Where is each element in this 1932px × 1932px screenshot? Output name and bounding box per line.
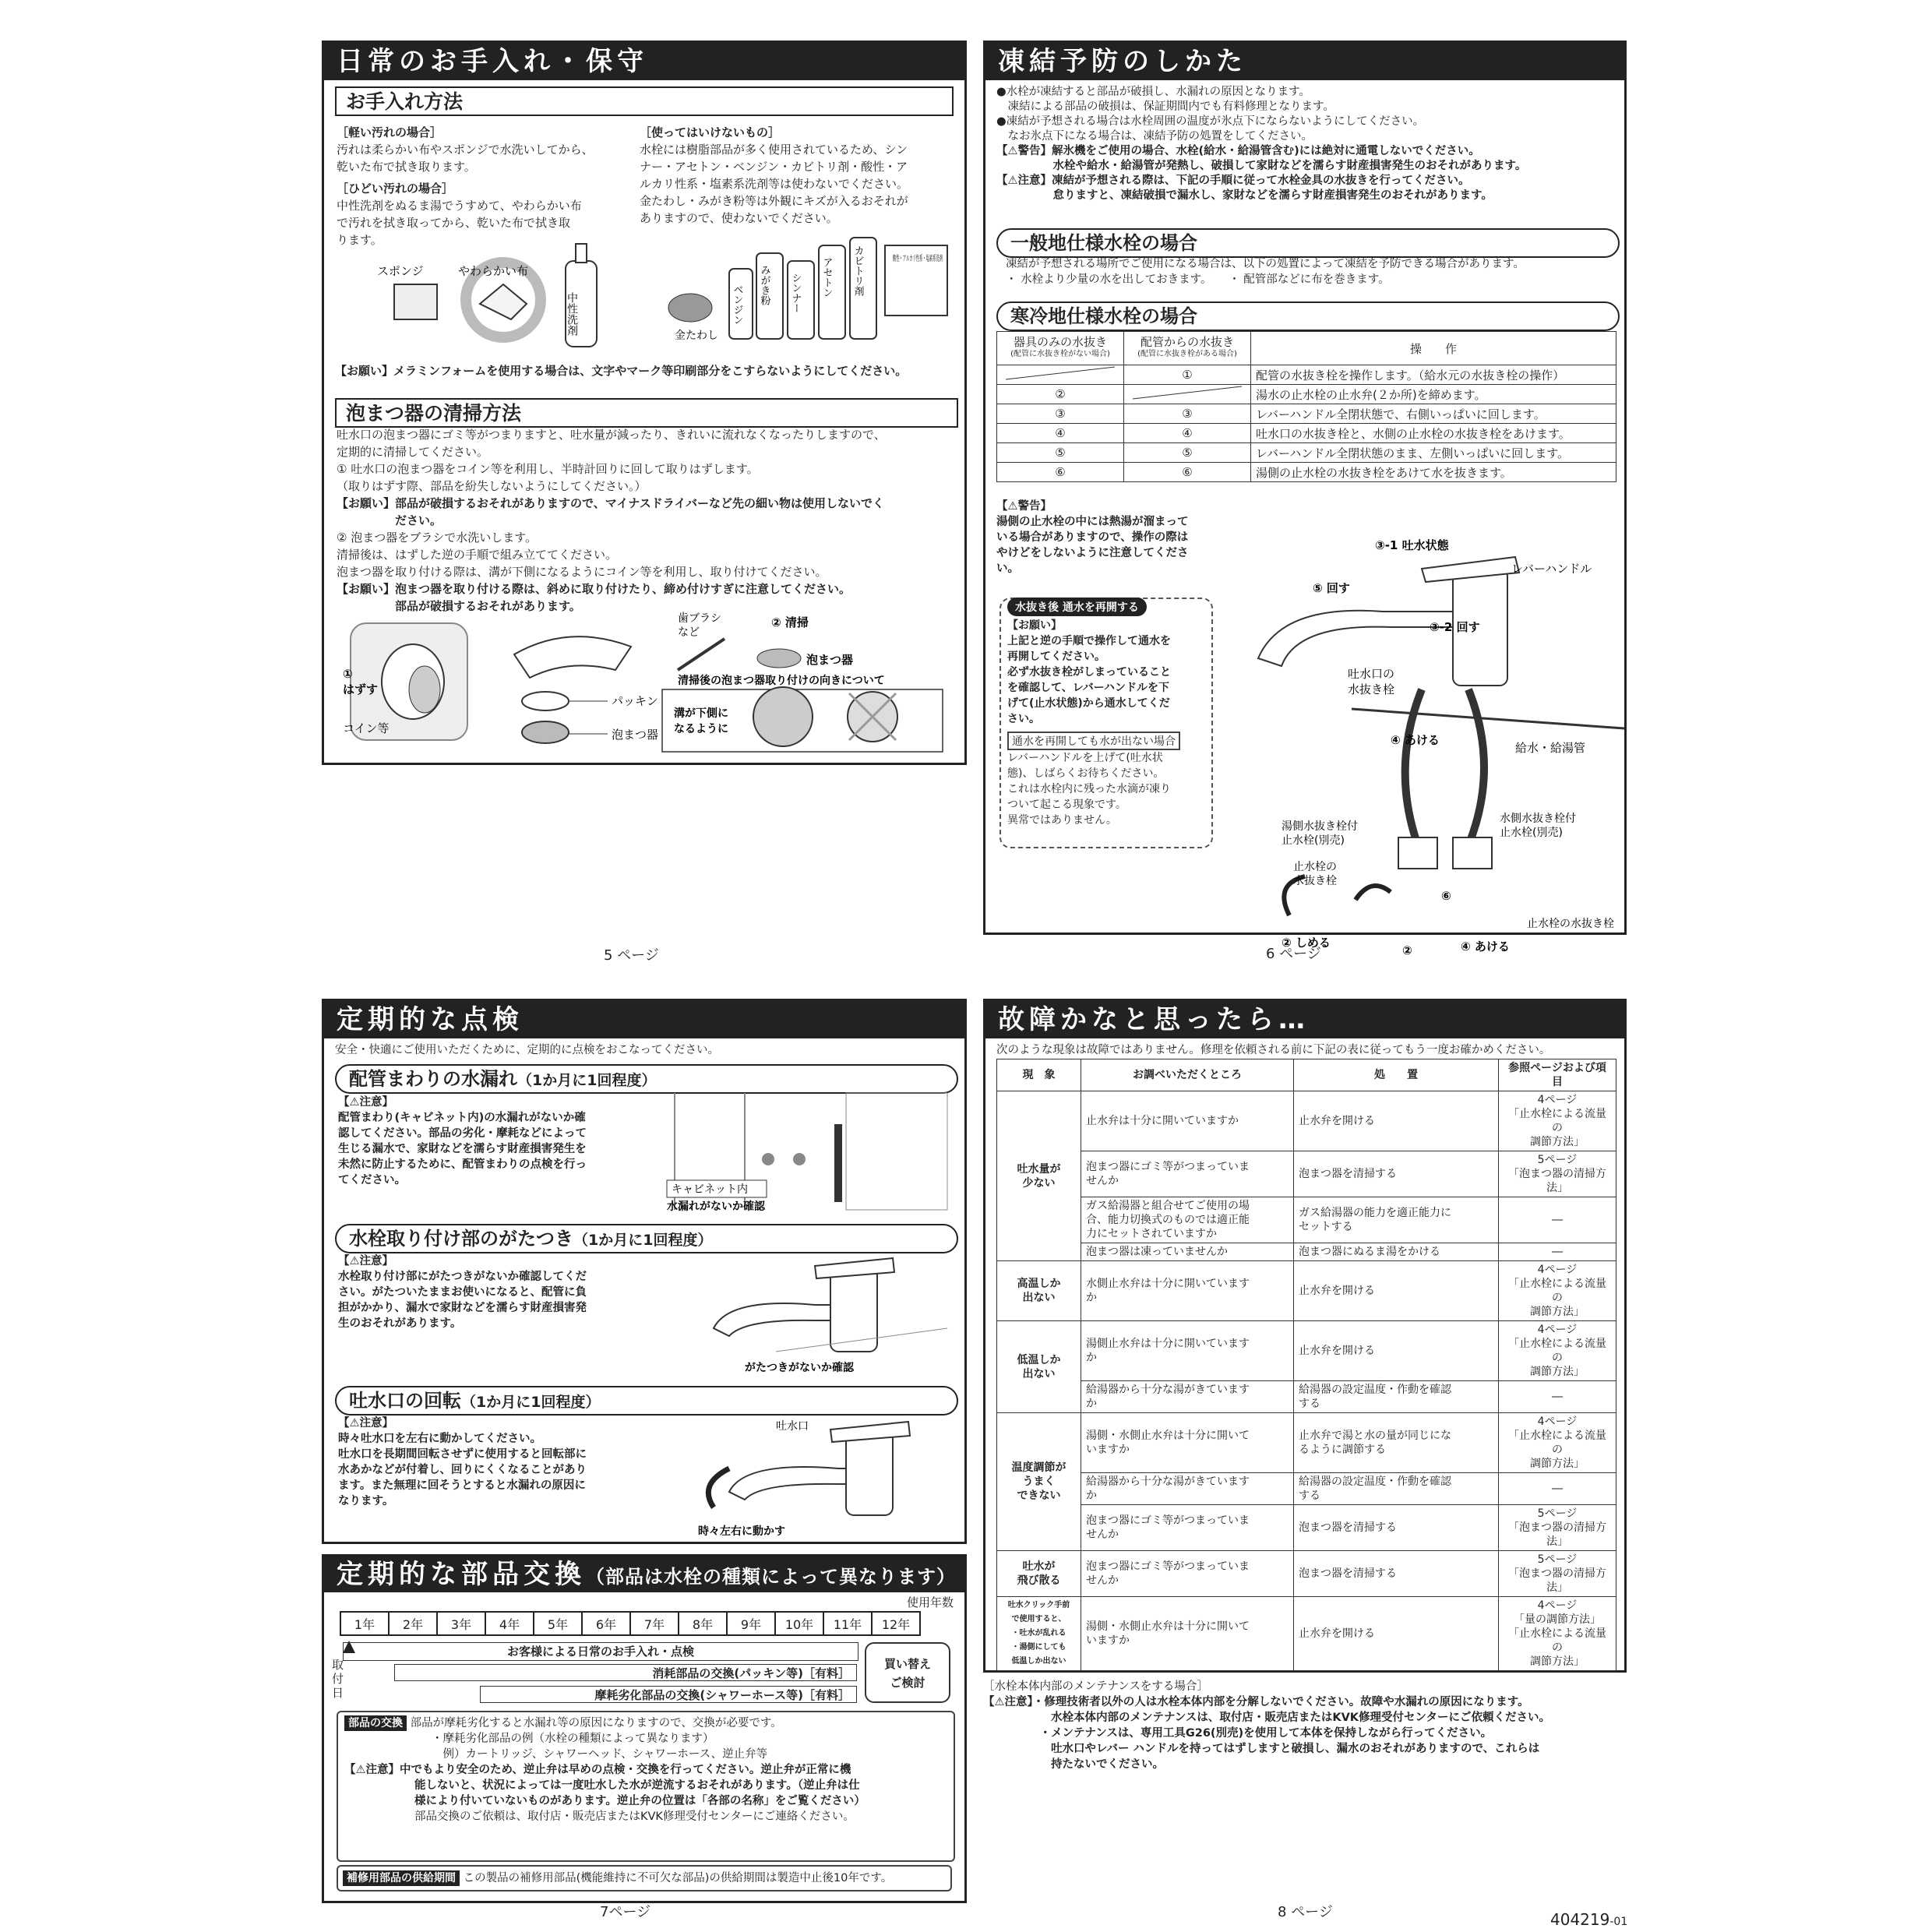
light-dirt-heading: ［軽い汚れの場合］ xyxy=(337,125,442,139)
page-7-panel xyxy=(322,999,967,1544)
hot-valve-icon xyxy=(1398,837,1437,869)
check-cell: 給湯器から十分な湯がきています か xyxy=(1081,1473,1294,1505)
svg-text:④ あける: ④ あける xyxy=(1461,940,1510,954)
do-not-use-heading: ［使ってはいけないもの］ xyxy=(640,125,781,139)
action-cell: 止水弁を開ける xyxy=(1294,1091,1499,1151)
trouble-row xyxy=(997,1597,1616,1671)
cold-supply-pipe xyxy=(1468,689,1484,845)
spout-rotation-illustration xyxy=(682,1414,955,1539)
benzine-label: ベンジン xyxy=(731,284,743,325)
hot-water-warning: 【⚠警告】 湯側の止水栓の中には熱湯が溜まって いる場合がありますので、操作の際は やけどをしないように注意してくださ い。 xyxy=(996,500,1189,575)
svg-text:水抜き栓: 水抜き栓 xyxy=(1348,682,1395,696)
svg-text:はずす: はずす xyxy=(343,682,379,696)
caution-drain: 【⚠注意】凍結が予想される際は、下記の手順に従って水栓金具の水抜きを行ってください。 xyxy=(996,175,1470,187)
reference-cell: ― xyxy=(1499,1243,1616,1261)
packing-label: パッキン xyxy=(612,694,658,708)
svg-text:なるように: なるように xyxy=(674,723,728,735)
trouble-row xyxy=(997,1551,1616,1597)
clean-label: ② 清掃 xyxy=(771,615,809,629)
svg-text:④ あける: ④ あける xyxy=(1391,733,1440,747)
symptom-cell: 吐水量が 少ない xyxy=(997,1091,1081,1261)
remove-label: ① xyxy=(343,667,353,681)
parts-exchange-tag: 部品の交換 xyxy=(344,1715,407,1731)
mount-check-illustration xyxy=(698,1250,955,1375)
svg-text:② しめる: ② しめる xyxy=(1282,936,1331,950)
freeze-intro: ●水栓が凍結すると部品が破損し、水漏れの原因となります。 凍結による部品の破損は、保証期間内でも有料修理となります。 ●凍結が予想される場合は水栓周囲の温度が氷点下にならないようにしてください。 なお氷点下になる場合は、凍結予防の処置をしてください。 【⚠警告】解氷機をご使用の場合、水栓(給水・給湯管含む)には絶対に通電しないでください。 水栓や給水・給湯管が発熱し、破損して家財などを濡らす財産損害発生のおそれがあります。 【⚠注意】凍結が予想される際は、下記の手順に従って水栓金具の水抜きを行ってください。 怠りますと、凍結破損で漏水し、家財などを濡らす財産損害発生のおそれがあります。 xyxy=(996,85,1620,203)
aerator-cleaning-heading: 泡まつ器の清掃方法 xyxy=(335,398,958,428)
action-cell: 泡まつ器を清掃する xyxy=(1294,1551,1499,1597)
page-5-number: 5 ページ xyxy=(604,947,659,964)
symptom-cell: 吐水が 飛び散る xyxy=(997,1551,1081,1597)
trouble-row xyxy=(997,1413,1616,1473)
rotate-arrow-icon xyxy=(708,1468,729,1507)
action-cell: 泡まつ器を清掃する xyxy=(1294,1505,1499,1551)
reference-cell: 4ページ 「止水栓による流量の 調節方法」 xyxy=(1499,1321,1616,1381)
sponge-label: スポンジ xyxy=(377,264,424,278)
check-cell: 湯側・水側止水弁は十分に開いて いますか xyxy=(1081,1597,1294,1671)
internal-maintenance-note: ［水栓本体内部のメンテナンスをする場合］ 【⚠注意】・修理技術者以外の人は水栓本体内部を分解しないでください。故障や水漏れの原因になります。 水栓本体内部のメンテナンスは、取付店・販売店またはKVK修理受付センターにご依頼ください。 ・メンテナンスは、専用工具G26(別売)を使用して本体を保持しながら行ってください。 吐水口やレバー ハンドルを持ってはずしますと破損し、漏水のおそれがありますので、これらは 持たないでください。 xyxy=(983,1680,1550,1771)
general-spec-heading: 一般地仕様水栓の場合 xyxy=(996,228,1620,258)
aerator-part-icon xyxy=(522,721,569,743)
drain-procedure-table: 器具のみの水抜き (配管に水抜き栓がない場合) 配管からの水抜き (配管に水抜き栓がある場合) 操 作 ① 配管の水抜き栓を操作します。（給水元の水抜き栓の操作） ② 湯水の止水栓の止水弁(２か所)を締めます。 ③ ③ レバーハンドル全閉状態で、右側いっぱいに回します。 ④ ④ 吐水口の水抜き栓と、水側の止水栓の水抜き栓をあけます。 ⑤ ⑤ レバーハンドル全閉状態のまま、左側いっぱいに回します。 ⑥ ⑥ 湯側の止水栓の水抜き栓をあけて水を抜きます。 xyxy=(996,331,1616,482)
steel-wool-icon xyxy=(668,294,712,322)
ok-cleaning-items-illustration xyxy=(377,238,636,354)
reference-cell: 4ページ 「量の調節方法」 「止水栓による流量の 調節方法」 xyxy=(1499,1597,1616,1671)
parts-exchange-box: 部品の交換 部品が摩耗劣化すると水漏れ等の原因になりますので、交換が必要です。 ・摩耗劣化部品の例（水栓の種類によって異なります） 例）カートリッジ、シャワーヘッド、シャワーホース、逆止弁等 【⚠注意】中でもより安全のため、逆止弁は早めの点検・交換を行ってください。逆止弁が正常に機 能しないと、状況によっては一度吐水した水が逆流するおそれがあります。（逆止弁は仕 様により付いていないものがあります。逆止弁の位置は「各部の名称」をご覧ください） 部品交換のご依頼は、取付店・販売店またはKVK修理受付センターにご連絡ください。 xyxy=(337,1711,955,1862)
detergent-label: 中性洗剤 xyxy=(566,292,578,336)
svg-text:泡まつ器: 泡まつ器 xyxy=(806,653,854,667)
install-date-label: 取 付 日 xyxy=(332,1658,344,1700)
action-cell: 泡まつ器を清掃する xyxy=(1294,1151,1499,1197)
trouble-row xyxy=(997,1151,1616,1197)
page-5-panel xyxy=(322,41,1010,765)
trouble-row xyxy=(997,1197,1616,1243)
svg-text:時々左右に動かす: 時々左右に動かす xyxy=(698,1525,785,1538)
consumable-bar: 消耗部品の交換(パッキン等)［有料］ xyxy=(394,1664,857,1681)
replacement-box: 買い替え ご検討 xyxy=(865,1642,950,1703)
svg-text:溝が下側に: 溝が下側に xyxy=(674,707,728,720)
years-scale: 1年 2年 3年 4年 5年 6年 7年 8年 9年 10年 11年 12年 xyxy=(340,1611,921,1636)
worn-parts-bar: 摩耗劣化部品の交換(シャワーホース等)［有料］ xyxy=(480,1686,857,1703)
check-cell: 泡まつ器にゴミ等がつまっていま せんか xyxy=(1081,1551,1294,1597)
cold-spec-heading: 寒冷地仕様水栓の場合 xyxy=(996,301,1620,331)
check-cell: 湯側・水側止水弁は十分に開いて いますか xyxy=(1081,1413,1294,1473)
svg-text:歯ブラシ: 歯ブラシ xyxy=(678,612,721,625)
action-cell: ガス給湯器の能力を適正能力に セットする xyxy=(1294,1197,1499,1243)
svg-text:止水栓の水抜き栓: 止水栓の水抜き栓 xyxy=(1527,918,1614,930)
page-6-number: 6 ページ xyxy=(1266,946,1321,962)
symptom-cell: 高温しか 出ない xyxy=(997,1261,1081,1321)
trouble-row xyxy=(997,1473,1616,1505)
orientation-title: 清掃後の泡まつ器取り付けの向きについて xyxy=(678,675,885,687)
turn-arrow-icon xyxy=(1356,886,1391,900)
care-left-text: ［軽い汚れの場合］ 汚れは柔らかい布やスポンジで水洗いしてから、 乾いた布で拭き取ります。 ［ひどい汚れの場合］ 中性洗剤をぬるま湯でうすめて、やわらかい布 で汚れを拭き取ってから、乾いた布で拭き取 ります。 xyxy=(337,124,633,249)
trouble-row xyxy=(997,1243,1616,1261)
svg-text:水抜き栓: 水抜き栓 xyxy=(1293,875,1337,887)
troubleshooting-table: 現 象 お調べいただくところ 処 置 参照ページおよび項目 吐水量が 少ない 止水弁は十分に開いていますか 止水弁を開ける 4ページ 「止水栓による流量の 調節方法」 泡まつ器にゴミ等がつまっていま せんか 泡まつ器を清掃する 5ページ 「泡まつ器の清掃方法」 ガス給湯器と組合せてご使用の場 合、能力切換式のものでは適正能 力にセットされていますか ガス給湯器の能力を適正能力に セットする ― 泡まつ器は凍っていませんか 泡まつ器にぬるま湯をかける ― 高温しか 出ない 水側止水弁は十分に開いています か 止水弁を開ける 4ページ 「止水栓による流量の 調節方法」 低温しか 出ない 湯側止水弁は十分に開いています か 止水弁を開ける 4ページ 「止水栓による流量の 調節方法」 給湯器から十分な湯がきています か 給湯器の設定温度・作動を確認 する ― 温度調節が うまく できない 湯側・水側止水弁は十分に開いて いますか 止水弁で湯と水の量が同じにな るように調節する 4ページ 「止水栓による流量の 調節方法」 給湯器から十分な湯がきています か 給湯器の設定温度・作動を確認 する ― 泡まつ器にゴミ等がつまっていま せんか 泡まつ器を清掃する 5ページ 「泡まつ器の清掃方法」 吐水が 飛び散る 泡まつ器にゴミ等がつまっていま せんか 泡まつ器を清掃する 5ページ 「泡まつ器の清掃方法」 吐水クリック手前 で使用すると、 ・吐水が乱れる ・湯側にしても 低温しか出ない 湯側・水側止水弁は十分に開いて いますか 止水弁を開ける 4ページ 「量の調節方法」 「止水栓による流量の 調節方法」 xyxy=(996,1059,1616,1671)
heavy-dirt-heading: ［ひどい汚れの場合］ xyxy=(337,182,454,196)
reference-cell: 4ページ 「止水栓による流量の 調節方法」 xyxy=(1499,1413,1616,1473)
packing-icon xyxy=(522,692,569,710)
trouble-row xyxy=(997,1505,1616,1551)
steel-wool-label: 金たわし xyxy=(675,330,718,342)
symptom-cell: 低温しか 出ない xyxy=(997,1321,1081,1413)
page-8-number: 8 ページ xyxy=(1278,1904,1333,1920)
check-cell: 止水弁は十分に開いていますか xyxy=(1081,1091,1294,1151)
page-7-number: 7ページ xyxy=(600,1904,651,1920)
cloth-icon xyxy=(480,284,527,319)
cabinet-pipe-illustration xyxy=(651,1093,955,1211)
warning-thaw: 【⚠警告】解氷機をご使用の場合、水栓(給水・給湯管含む)には絶対に通電しないでください。 xyxy=(996,145,1480,157)
page-5-title: 日常のお手入れ・保守 xyxy=(324,43,964,80)
years-label: 使用年数 xyxy=(906,1595,954,1609)
check-cell: 泡まつ器にゴミ等がつまっていま せんか xyxy=(1081,1151,1294,1197)
action-cell: 給湯器の設定温度・作動を確認 する xyxy=(1294,1473,1499,1505)
svg-text:止水栓(別売): 止水栓(別売) xyxy=(1500,827,1563,839)
cold-valve-icon xyxy=(1453,837,1492,869)
reference-cell: 4ページ 「止水栓による流量の 調節方法」 xyxy=(1499,1091,1616,1151)
trouble-intro: 次のような現象は故障ではありません。修理を依頼される前に下記の表に従ってもう一度お確かめください。 xyxy=(996,1044,1551,1056)
reference-cell: 5ページ 「泡まつ器の清掃方法」 xyxy=(1499,1551,1616,1597)
parts-exchange-panel xyxy=(322,1554,967,1903)
trouble-row xyxy=(997,1261,1616,1321)
supply-period-tag: 補修用部品の供給期間 xyxy=(343,1870,460,1886)
page-7-title: 定期的な点検 xyxy=(324,1001,964,1038)
daily-care-bar: お客様による日常のお手入れ・点検 xyxy=(343,1642,858,1661)
pipe-leak-heading: 配管まわりの水漏れ（1か月に1回程度） xyxy=(335,1064,958,1094)
reference-cell: ― xyxy=(1499,1473,1616,1505)
supply-period-box: 補修用部品の供給期間 この製品の補修用部品(機能維持に不可欠な部品)の供給期間は製造中止後10年です。 xyxy=(337,1865,952,1891)
svg-text:キャビネット内: キャビネット内 xyxy=(672,1183,748,1196)
spout-rotation-heading: 吐水口の回転（1か月に1回程度） xyxy=(335,1386,958,1416)
svg-text:⑥: ⑥ xyxy=(1441,889,1451,903)
svg-text:レバーハンドル: レバーハンドル xyxy=(1511,562,1592,576)
page-6-title: 凍結予防のしかた xyxy=(985,43,1624,80)
svg-text:水漏れがないか確認: 水漏れがないか確認 xyxy=(667,1200,765,1213)
spout-icon xyxy=(514,636,631,678)
svg-text:⑤ 回す: ⑤ 回す xyxy=(1313,581,1350,595)
mount-looseness-heading: 水栓取り付け部のがたつき（1か月に1回程度） xyxy=(335,1224,958,1253)
svg-text:吐水口の: 吐水口の xyxy=(1348,667,1395,681)
reference-cell: 5ページ 「泡まつ器の清掃方法」 xyxy=(1499,1151,1616,1197)
polish-label: みがき粉 xyxy=(758,265,770,305)
reference-cell: ― xyxy=(1499,1381,1616,1413)
action-cell: 止水弁を開ける xyxy=(1294,1261,1499,1321)
resume-tag: 水抜き後 通水を再開する xyxy=(1007,598,1147,616)
valve-icon xyxy=(762,1153,774,1165)
trouble-row xyxy=(997,1321,1616,1381)
acetone-label: アセトン xyxy=(820,257,833,298)
svg-text:②: ② xyxy=(1402,943,1412,957)
cloth-label: やわらかい布 xyxy=(458,264,529,278)
svg-text:止水栓の: 止水栓の xyxy=(1293,861,1337,873)
resume-water-box: 水抜き後 通水を再開する 【お願い】 上記と逆の手順で操作して通水を 再開してください。 必ず水抜き栓がしまっていること を確認して、レバーハンドルを下 げて(止水状態)から通水してくだ さい。 通水を再開しても水が出ない場合 レバーハンドルを上げて(吐水状 態)、しばらくお待ちください。 これは水栓内に残った水滴が凍り ついて起こる現象です。 異常ではありません。 xyxy=(999,598,1213,848)
aerator-label: 泡まつ器 xyxy=(612,728,659,742)
reference-cell: 4ページ 「止水栓による流量の 調節方法」 xyxy=(1499,1261,1616,1321)
page-8-title: 故障かなと思ったら… xyxy=(985,1001,1624,1038)
no-flow-tag: 通水を再開しても水が出ない場合 xyxy=(1007,732,1180,750)
svg-text:吐水口: 吐水口 xyxy=(776,1420,809,1433)
symptom-cell: 温度調節が うまく できない xyxy=(997,1413,1081,1551)
action-cell: 泡まつ器にぬるま湯をかける xyxy=(1294,1243,1499,1261)
aerator-removal-illustration xyxy=(335,612,958,756)
care-right-text: ［使ってはいけないもの］ 水栓には樹脂部品が多く使用されているため、シン ナー・アセトン・ベンジン・カビトリ剤・酸性・ア ルカリ性系・塩素系洗剤等は使わないでください。 金たわし・みがき粉等は外観にキズが入るおそれが ありますので、使わないでください。 xyxy=(640,124,959,227)
svg-text:給水・給湯管: 給水・給湯管 xyxy=(1515,741,1586,755)
acid-alkali-label: 酸性・アルカリ性系・塩素系洗剤 xyxy=(893,255,1010,263)
reference-cell: ― xyxy=(1499,1197,1616,1243)
toothbrush-icon xyxy=(678,639,724,670)
action-cell: 止水弁で湯と水の量が同じにな るように調節する xyxy=(1294,1413,1499,1473)
svg-text:水側水抜き栓付: 水側水抜き栓付 xyxy=(1500,813,1576,825)
thinner-label: シンナー xyxy=(789,273,802,313)
symptom-cell: 吐水クリック手前 で使用すると、 ・吐水が乱れる ・湯側にしても 低温しか出ない xyxy=(997,1597,1081,1671)
melamine-foam-request: 【お願い】メラミンフォームを使用する場合は、文字やマーク等印刷部分をこすらないようにしてください。 xyxy=(335,364,908,378)
inspection-intro: 安全・快適にご使用いただくために、定期的に点検をおこなってください。 xyxy=(335,1044,719,1056)
svg-text:③-1 吐水状態: ③-1 吐水状態 xyxy=(1375,538,1449,552)
svg-text:止水栓(別売): 止水栓(別売) xyxy=(1282,834,1345,847)
check-cell: 泡まつ器にゴミ等がつまっていま せんか xyxy=(1081,1505,1294,1551)
svg-text:など: など xyxy=(678,626,700,639)
svg-text:がたつきがないか確認: がたつきがないか確認 xyxy=(745,1362,854,1374)
action-cell: 給湯器の設定温度・作動を確認 する xyxy=(1294,1381,1499,1413)
aerator-instructions: 吐水口の泡まつ器にゴミ等がつまりますと、吐水量が減ったり、きれいに流れなくなったりしますので、 定期的に清掃してください。 ① 吐水口の泡まつ器をコイン等を利用し、半時計回りに回して取りはずします。 （取りはずす際、部品を紛失しないようにしてください。） 【お願い】部品が破損するおそれがありますので、マイナスドライバーなど先の細い物は使用しないでく ださい。 ② 泡まつ器をブラシで水洗いします。 清掃後は、はずした逆の手順で組み立ててください。 泡まつ器を取り付ける際は、溝が下側になるようにコイン等を利用し、取り付けてください。 【お願い】泡まつ器を取り付ける際は、斜めに取り付けたり、締め付けすぎに注意してください。 部品が破損するおそれがあります。 xyxy=(337,428,886,613)
action-cell: 止水弁を開ける xyxy=(1294,1597,1499,1671)
check-cell: 湯側止水弁は十分に開いています か xyxy=(1081,1321,1294,1381)
check-cell: 給湯器から十分な湯がきています か xyxy=(1081,1381,1294,1413)
document-code: 404219-01 xyxy=(1550,1910,1628,1929)
trouble-row xyxy=(997,1381,1616,1413)
spout-rotation-text: 【⚠注意】 時々吐水口を左右に動かしてください。 吐水口を長期間回転させずに使用すると回転部に 水あかなどが付着し、回りにくくなることがあり ます。また無理に回そうとすると水漏れの原因に なります。 xyxy=(338,1417,587,1507)
trouble-row xyxy=(997,1091,1616,1151)
action-cell: 止水弁を開ける xyxy=(1294,1321,1499,1381)
check-cell: 水側止水弁は十分に開いています か xyxy=(1081,1261,1294,1321)
care-method-heading: お手入れ方法 xyxy=(335,86,954,116)
coin-label: コイン等 xyxy=(343,721,390,735)
check-cell: ガス給湯器と組合せてご使用の場 合、能力切換式のものでは適正能 力にセットされていますか xyxy=(1081,1197,1294,1243)
check-cell: 泡まつ器は凍っていませんか xyxy=(1081,1243,1294,1261)
reference-cell: 5ページ 「泡まつ器の清掃方法」 xyxy=(1499,1505,1616,1551)
correct-orientation-icon xyxy=(753,687,813,746)
svg-text:③-2 回す: ③-2 回す xyxy=(1430,620,1480,634)
general-spec-text: 凍結が予想される場所でご使用になる場合は、以下の処置によって凍結を予防できる場合があります。 ・ 水栓より少量の水を出しておきます。 ・ 配管部などに布を巻きます。 xyxy=(1006,258,1525,286)
pipe-leak-text: 【⚠注意】 配管まわり(キャビネット内)の水漏れがないか確 認してください。部品の劣化・摩耗などによって 生じる漏水で、家財などを濡らす財産損害発生を 未然に防止するために、配管まわりの点検を行っ てください。 xyxy=(338,1096,587,1186)
svg-text:湯側水抜き栓付: 湯側水抜き栓付 xyxy=(1282,820,1358,833)
mold-remover-label: カビトリ剤 xyxy=(851,245,864,296)
ng-cleaning-items-illustration xyxy=(659,222,1010,354)
sponge-icon xyxy=(394,284,437,319)
page-8-panel xyxy=(983,999,1627,1673)
parts-exchange-title: 定期的な部品交換（部品は水栓の種類によって異なります） xyxy=(324,1557,964,1592)
mount-looseness-text: 【⚠注意】 水栓取り付け部にがたつきがないか確認してくだ さい。がたついたままお使いになると、配管に負 担がかかり、漏水で家財などを濡らす財産損害発 生のおそれがあります。 xyxy=(338,1255,587,1330)
